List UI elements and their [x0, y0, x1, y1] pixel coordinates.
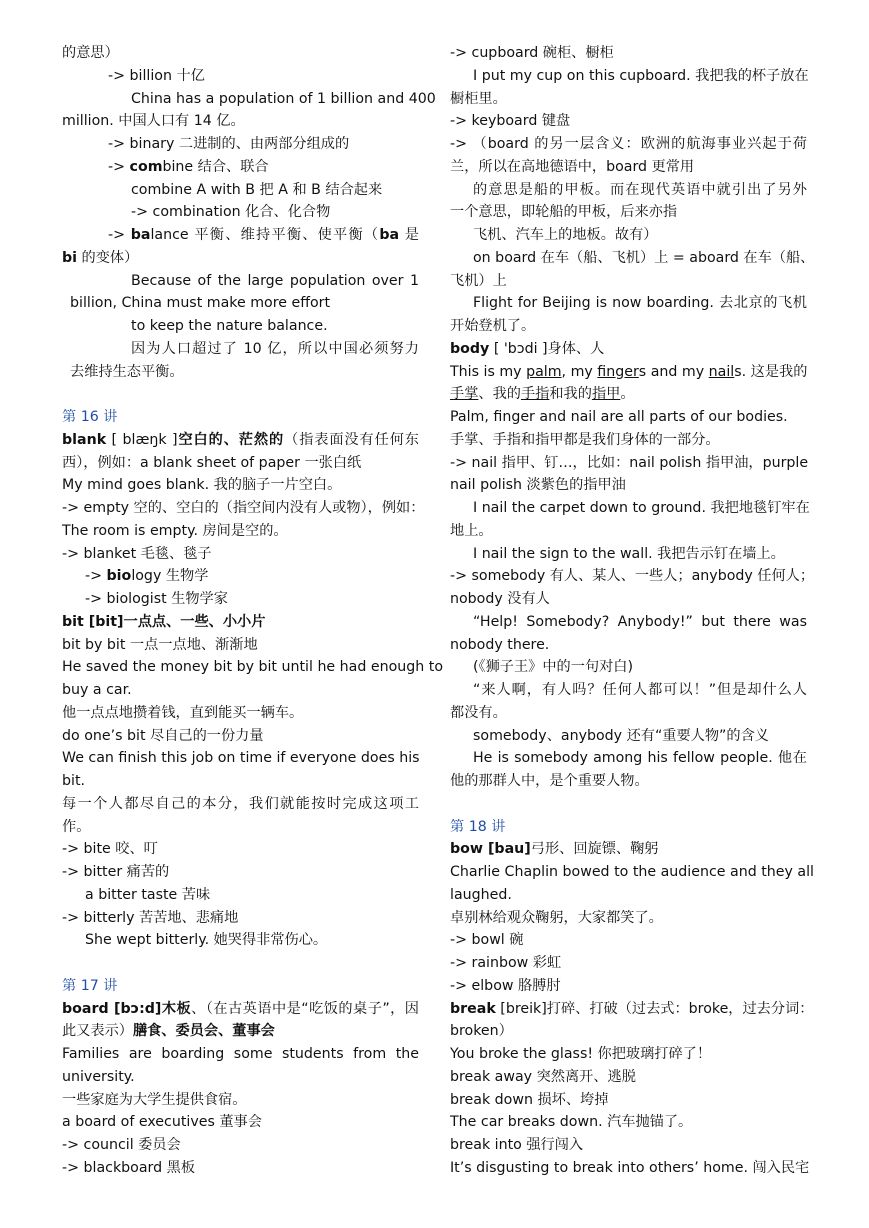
- text-line: -> keyboard 键盘: [450, 113, 571, 130]
- text-run: 、（在古英语中是“吃饭的桌子”，因: [191, 1000, 419, 1017]
- text-line: -> blackboard 黑板: [62, 1159, 196, 1176]
- text-run: ->: [108, 158, 130, 175]
- text-line: The car breaks down. 汽车抛锚了。: [450, 1114, 693, 1131]
- text-line: nobody 没有人: [450, 591, 550, 607]
- text-line: 手掌、手指和指甲都是我们身体的一部分。: [450, 431, 720, 448]
- bold-term: com: [129, 158, 163, 175]
- text-run: s. 这是我的: [734, 363, 808, 380]
- bold-term: bio: [106, 568, 132, 585]
- text-line: I nail the carpet down to ground. 我把地毯钉牢在: [473, 500, 810, 516]
- text-line: Palm, finger and nail are all parts of our bodies.: [450, 409, 788, 425]
- text-run: 。: [620, 386, 635, 403]
- lesson-heading: 第 18 讲: [450, 818, 506, 835]
- text-line: buy a car.: [62, 682, 132, 698]
- text-line: Because of the large population over 1: [131, 272, 419, 289]
- spacer: [62, 952, 419, 975]
- text-line: -> nail 指甲、钉…，比如：nail polish 指甲油，purple: [450, 454, 809, 471]
- text-line: 地上。: [450, 522, 493, 539]
- text-line: [62, 998, 419, 1021]
- bold-term: 膳食、委员会、董事会: [132, 1023, 275, 1040]
- text-line: -> council 委员会: [62, 1137, 181, 1153]
- text-line: 他的那群人中，是个重要人物。: [450, 773, 649, 789]
- text-line: combine A with B 把 A 和 B 结合起来: [131, 181, 383, 198]
- text-run: （指表面没有任何东: [284, 431, 419, 448]
- underlined-term: nail: [708, 363, 735, 380]
- text-line: -> bitter 痛苦的: [62, 864, 170, 880]
- bold-term: 空白的、茫然的: [177, 431, 285, 448]
- text-line: -> elbow 胳膊肘: [450, 977, 561, 994]
- text-run: 此又表示）: [62, 1023, 133, 1040]
- text-line: China has a population of 1 billion and 400: [131, 90, 436, 107]
- text-line: [62, 156, 419, 179]
- text-line: billion, China must make more effort: [70, 295, 331, 312]
- text-run: -> binary 二进制的、由两部分组成的: [108, 136, 350, 152]
- text-run: 和我的: [549, 386, 592, 403]
- text-line: (《狮子王》中的一句对白): [473, 659, 634, 676]
- text-line: 一个意思，即轮船的甲板，后来亦指: [450, 204, 678, 221]
- text-line: 西），例如：a blank sheet of paper 一张白纸: [62, 454, 362, 471]
- text-line: university.: [62, 1068, 135, 1085]
- right-column: [450, 42, 815, 1180]
- text-line: nail polish 淡紫色的指甲油: [450, 477, 626, 494]
- text-line: 每一个人都尽自己的本分，我们就能按时完成这项工: [62, 795, 419, 812]
- text-line: break down 损坏、垮掉: [450, 1091, 609, 1108]
- text-line: [62, 224, 419, 247]
- text-line: -> rainbow 彩虹: [450, 955, 562, 971]
- text-run: ->: [108, 227, 131, 243]
- text-line: a board of executives 董事会: [62, 1114, 262, 1131]
- lesson-heading: 第 17 讲: [62, 977, 118, 994]
- text-run: lance 平衡、维持平衡、使平衡（: [150, 227, 380, 243]
- text-line: I nail the sign to the wall. 我把告示钉在墙上。: [473, 545, 785, 562]
- text-line: 卓别林给观众鞠躬，大家都笑了。: [450, 909, 663, 926]
- text-line: nobody there.: [450, 636, 550, 653]
- text-line: to keep the nature balance.: [131, 318, 328, 334]
- text-line: do one’s bit 尽自己的一份力量: [62, 727, 264, 744]
- text-line: He is somebody among his fellow people. 他在: [473, 750, 807, 767]
- bold-term: bi: [62, 249, 78, 266]
- text-line: -> bitterly 苦苦地、悲痛地: [62, 909, 239, 926]
- text-line: [62, 611, 419, 634]
- text-line: My mind goes blank. 我的脑子一片空白。: [62, 477, 342, 494]
- text-line: break away 突然离开、逃脱: [450, 1068, 636, 1085]
- text-line: 他一点点地攒着钱，直到能买一辆车。: [62, 704, 304, 721]
- text-run: s and my: [638, 363, 709, 380]
- text-line: [62, 133, 419, 156]
- text-line: Families are boarding some students from the: [62, 1046, 419, 1062]
- text-line: Charlie Chaplin bowed to the audience and they all: [450, 864, 814, 880]
- text-line: 飞机）上: [450, 272, 507, 289]
- bold-term: ba: [379, 227, 400, 243]
- bold-term: bow [bau]: [450, 841, 531, 858]
- text-run: 的变体）: [77, 249, 139, 266]
- text-line: She wept bitterly. 她哭得非常伤心。: [85, 932, 328, 949]
- text-line: -> bowl 碗: [450, 932, 524, 949]
- text-line: Flight for Beijing is now boarding. 去北京的飞机: [473, 295, 807, 312]
- text-line: [62, 247, 419, 270]
- text-line: [450, 361, 807, 384]
- text-run: 、我的: [478, 386, 521, 403]
- text-run: ->: [85, 568, 107, 585]
- bold-term: board [bɔ:d]木板: [62, 1000, 192, 1017]
- bold-term: ba: [130, 227, 151, 243]
- text-line: 去维持生态平衡。: [70, 363, 184, 380]
- text-run: [ blæŋk ]: [106, 431, 178, 448]
- text-run: 是: [399, 227, 419, 243]
- text-line: -> billion 十亿: [108, 67, 205, 84]
- text-run: [breik]打碎、打破（过去式：broke，过去分词：: [495, 1000, 814, 1017]
- text-line: “Help! Somebody? Anybody!” but there was: [473, 613, 807, 630]
- text-line: -> bite 咬、叮: [62, 841, 158, 858]
- text-run: [ 'bɔdi ]身体、人: [489, 340, 605, 357]
- text-line: million. 中国人口有 14 亿。: [62, 113, 245, 130]
- text-line: -> biologist 生物学家: [85, 591, 228, 607]
- text-run: , my: [561, 363, 598, 380]
- left-column: [62, 42, 444, 1180]
- text-line: 因为人口超过了 10 亿，所以中国必须努力: [131, 340, 419, 357]
- text-line: You broke the glass! 你把玻璃打碎了！: [450, 1046, 712, 1062]
- text-line: broken）: [450, 1023, 513, 1040]
- text-line: It’s disgusting to break into others’ home. 闯入民宅: [450, 1159, 810, 1176]
- text-line: [450, 338, 807, 361]
- text-line: I put my cup on this cupboard. 我把我的杯子放在: [473, 67, 809, 84]
- text-line: break into 强行闯入: [450, 1137, 584, 1153]
- text-line: -> blanket 毛毯、毯子: [62, 545, 212, 562]
- text-line: bit.: [62, 773, 86, 789]
- text-line: laughed.: [450, 886, 512, 903]
- text-line: [62, 429, 419, 452]
- text-line: 都没有。: [450, 704, 507, 721]
- bold-term: body: [450, 340, 490, 357]
- text-line: 橱柜里。: [450, 90, 507, 107]
- text-run: 弓形、回旋镖、鞠躬: [530, 841, 659, 858]
- underlined-term: 指甲: [591, 386, 621, 403]
- underlined-term: palm: [526, 363, 562, 380]
- text-line: [450, 998, 814, 1021]
- text-line: 作。: [62, 818, 91, 835]
- text-line: 一些家庭为大学生提供食宿。: [62, 1091, 247, 1108]
- underlined-term: 手指: [520, 386, 550, 403]
- text-run: bine 结合、联合: [162, 158, 269, 175]
- text-run: logy 生物学: [131, 568, 209, 585]
- spacer: [62, 383, 419, 406]
- text-line: [450, 383, 807, 406]
- text-line: -> combination 化合、化合物: [131, 204, 331, 221]
- text-line: The room is empty. 房间是空的。: [62, 522, 288, 539]
- text-line: -> somebody 有人、某人、一些人；anybody 任何人；: [450, 568, 815, 585]
- bold-term: bit [bit]一点点、一些、小小片: [62, 613, 266, 630]
- text-run: This is my: [450, 363, 527, 380]
- underlined-term: finger: [597, 363, 639, 380]
- text-line: We can finish this job on time if everyone does his: [62, 750, 420, 767]
- text-line: 飞机、汽车上的地板。故有）: [473, 227, 658, 243]
- text-line: [62, 565, 419, 588]
- text-line: somebody、anybody 还有“重要人物”的含义: [473, 727, 769, 744]
- bold-term: blank: [62, 431, 107, 448]
- spacer: [450, 793, 807, 816]
- text-line: 的意思是船的甲板。而在现代英语中就引出了另外: [473, 181, 807, 198]
- text-line: -> empty 空的、空白的（指空间内没有人或物），例如：: [62, 500, 425, 516]
- text-line: bit by bit 一点一点地、渐渐地: [62, 636, 258, 653]
- text-line: 的意思）: [62, 45, 119, 61]
- text-line: [450, 838, 807, 861]
- text-line: 兰，所以在高地德语中，board 更常用: [450, 158, 695, 175]
- text-line: -> （board 的另一层含义：欧洲的航海事业兴起于荷: [450, 136, 807, 152]
- text-line: [62, 1020, 419, 1043]
- text-line: “来人啊，有人吗？任何人都可以！”但是却什么人: [473, 682, 807, 698]
- text-line: on board 在车（船、飞机）上 = aboard 在车（船、: [473, 249, 815, 266]
- underlined-term: 手掌: [450, 386, 479, 403]
- bold-term: break: [450, 1000, 496, 1017]
- text-line: -> cupboard 碗柜、橱柜: [450, 45, 614, 61]
- text-line: a bitter taste 苦味: [85, 886, 211, 903]
- text-line: 开始登机了。: [450, 318, 536, 334]
- lesson-heading: 第 16 讲: [62, 409, 118, 425]
- text-line: He saved the money bit by bit until he had enough to: [62, 659, 444, 676]
